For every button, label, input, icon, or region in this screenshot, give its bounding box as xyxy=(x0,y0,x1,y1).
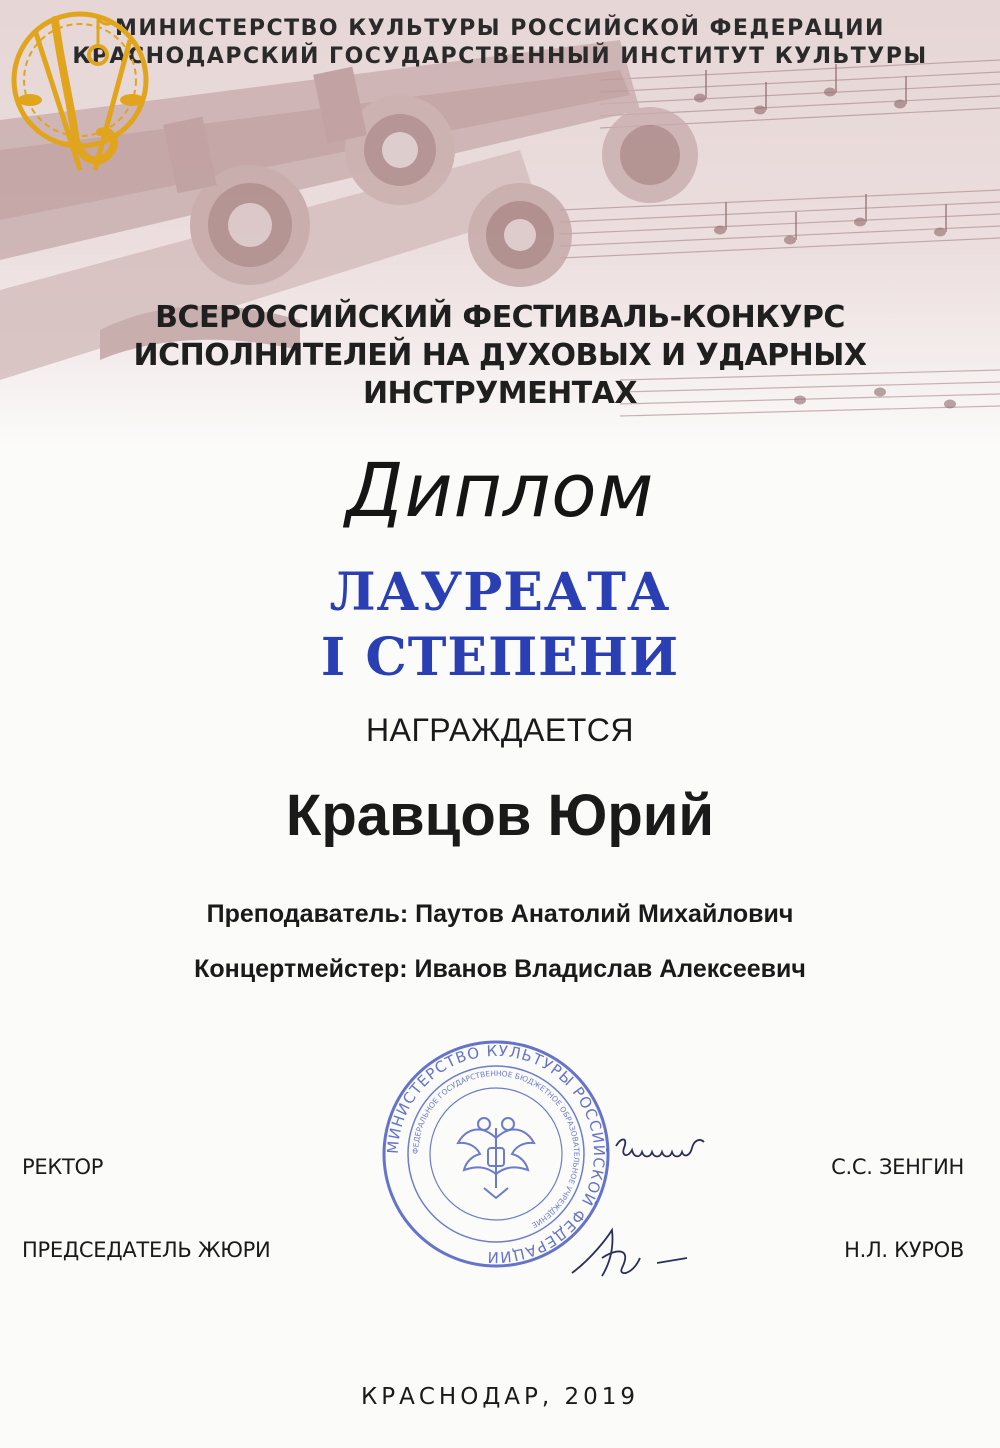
festival-title-line-2: ИСПОЛНИТЕЛЕЙ НА ДУХОВЫХ И УДАРНЫХ xyxy=(133,338,867,373)
awarded-label: НАГРАЖДАЕТСЯ xyxy=(366,712,634,748)
degree-title: I СТЕПЕНИ xyxy=(320,627,680,688)
rector-title: РЕКТОР xyxy=(22,1155,104,1179)
laureate-title: ЛАУРЕАТА xyxy=(329,562,671,623)
jury-chair-name: Н.Л. КУРОВ xyxy=(844,1238,964,1262)
seal-outer-text: МИНИСТЕРСТВО КУЛЬТУРЫ РОССИЙСКОЙ ФЕДЕРАЦИИ xyxy=(383,1041,609,1267)
jury-chair-title: ПРЕДСЕДАТЕЛЬ ЖЮРИ xyxy=(22,1238,271,1262)
teacher-credit: Преподаватель: Паутов Анатолий Михайлович xyxy=(206,900,794,928)
institute-title: КРАСНОДАРСКИЙ ГОСУДАРСТВЕННЫЙ ИНСТИТУТ КУЛЬТУРЫ xyxy=(72,44,928,69)
rector-signature-icon xyxy=(612,1128,712,1173)
accompanist-credit: Концертмейстер: Иванов Владислав Алексеевич xyxy=(194,955,806,983)
jury-chair-signature-icon xyxy=(562,1218,692,1288)
city-year: КРАСНОДАР, 2019 xyxy=(360,1384,640,1410)
festival-title-line-1: ВСЕРОССИЙСКИЙ ФЕСТИВАЛЬ-КОНКУРС xyxy=(155,300,845,335)
ministry-title: МИНИСТЕРСТВО КУЛЬТУРЫ РОССИЙСКОЙ ФЕДЕРАЦИИ xyxy=(115,16,885,41)
festival-logo-icon xyxy=(0,0,160,190)
festival-title-line-3: ИНСТРУМЕНТАХ xyxy=(362,376,638,411)
seal-inner-text: ФЕДЕРАЛЬНОЕ ГОСУДАРСТВЕННОЕ БЮДЖЕТНОЕ ОБРАЗОВАТЕЛЬНОЕ УЧРЕЖДЕНИЕ xyxy=(410,1068,582,1230)
awardee-name: Кравцов Юрий xyxy=(285,783,715,848)
diploma-heading: Диплом xyxy=(345,448,655,534)
rector-name: С.С. ЗЕНГИН xyxy=(831,1155,964,1179)
